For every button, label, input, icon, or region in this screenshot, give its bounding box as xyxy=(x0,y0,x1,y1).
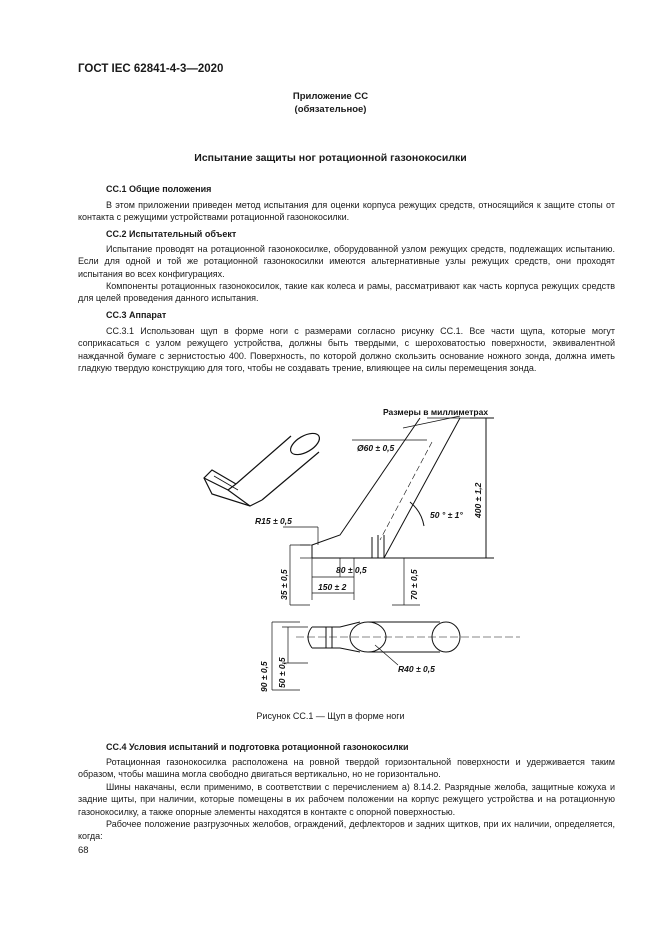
top-view xyxy=(272,622,520,690)
paragraph-cc2-1: Испытание проводят на ротационной газонокосилке, оборудованной узлом режущих средств, подлежащих испытанию. Если для одной и той же ротационной газонокосилки имеются альтернативные узлы режущих средств, они проходят испытания во всех конфигурациях. xyxy=(78,244,615,279)
page-number: 68 xyxy=(78,845,89,856)
paragraph-cc1: В этом приложении приведен метод испытания для оценки корпуса режущих средств, относящийся к защите стопы от контакта с режущими устройствами ротационной газонокосилки. xyxy=(78,200,615,223)
radius-40-label: R40 ± 0,5 xyxy=(398,664,435,674)
angle-label: 50 ° ± 1° xyxy=(430,510,463,520)
section-heading-cc2: СС.2 Испытательный объект xyxy=(106,229,237,239)
radius-15-label: R15 ± 0,5 xyxy=(255,516,292,526)
appendix-title: Приложение СС xyxy=(292,91,369,102)
length-80-label: 80 ± 0,5 xyxy=(336,565,367,575)
paragraph-cc3-1: СС.3.1 Использован щуп в форме ноги с размерами согласно рисунку СС.1. Все части щупа, которые могут соприкасаться с узлом режущего устройства, должны быть твердыми, с шероховатостью поверхности, эквивалентной наждачной бумаге с зернистостью 400. Поверхность, по которой должно скользить основание ножного зонда, должна иметь гладкую твердую конструкцию для того, чтобы не создавать трение, влияющее на силы перемещения зонда. xyxy=(78,326,615,373)
length-400-label: 400 ± 1,2 xyxy=(473,482,483,518)
section-heading-cc4: СС.4 Условия испытаний и подготовка ротационной газонокосилки xyxy=(106,742,409,752)
paragraph-cc4-2: Шины накачаны, если применимо, в соответствии с перечислением а) 8.14.2. Разрядные желоба, защитные кожуха и задние щиты, при наличии, которые помещены в их рабочем положении на корпус режущего устройства и на ротационную газонокосилку, а также опорные элементы находятся в контакте с опорной поверхностью. xyxy=(78,782,615,817)
height-70-label: 70 ± 0,5 xyxy=(409,569,419,600)
section-heading-cc1: СС.1 Общие положения xyxy=(106,184,212,194)
paragraph-cc4-3: Рабочее положение разгрузочных желобов, ограждений, дефлекторов и задних щитков, при их наличии, определяется, когда: xyxy=(78,819,615,842)
paragraph-cc2-2: Компоненты ротационных газонокосилок, такие как колеса и рамы, рассматривают как часть корпуса режущих средств для целей проведения данного испытания. xyxy=(78,281,615,304)
main-title: Испытание защиты ног ротационной газонокосилки xyxy=(194,152,467,164)
foot-probe-drawing xyxy=(0,395,661,710)
diameter-label: Ø60 ± 0,5 xyxy=(357,443,395,453)
section-heading-cc3: СС.3 Аппарат xyxy=(106,310,167,320)
appendix-note: (обязательное) xyxy=(294,104,367,115)
paragraph-cc4-1: Ротационная газонокосилка расположена на ровной твердой горизонтальной поверхности и удерживается таким образом, чтобы машина могла свободно двигаться вертикально, но не горизонтально. xyxy=(78,757,615,780)
width-50-label: 50 ± 0,5 xyxy=(277,657,287,688)
isometric-probe-sketch xyxy=(204,429,323,506)
width-90-label: 90 ± 0,5 xyxy=(259,661,269,692)
units-label: Размеры в миллиметрах xyxy=(383,407,489,417)
document-header: ГОСТ IEC 62841-4-3—2020 xyxy=(78,63,224,75)
length-150-label: 150 ± 2 xyxy=(318,582,347,592)
figure-caption: Рисунок СС.1 — Щуп в форме ноги xyxy=(256,711,405,721)
height-35-label: 35 ± 0,5 xyxy=(279,569,289,600)
